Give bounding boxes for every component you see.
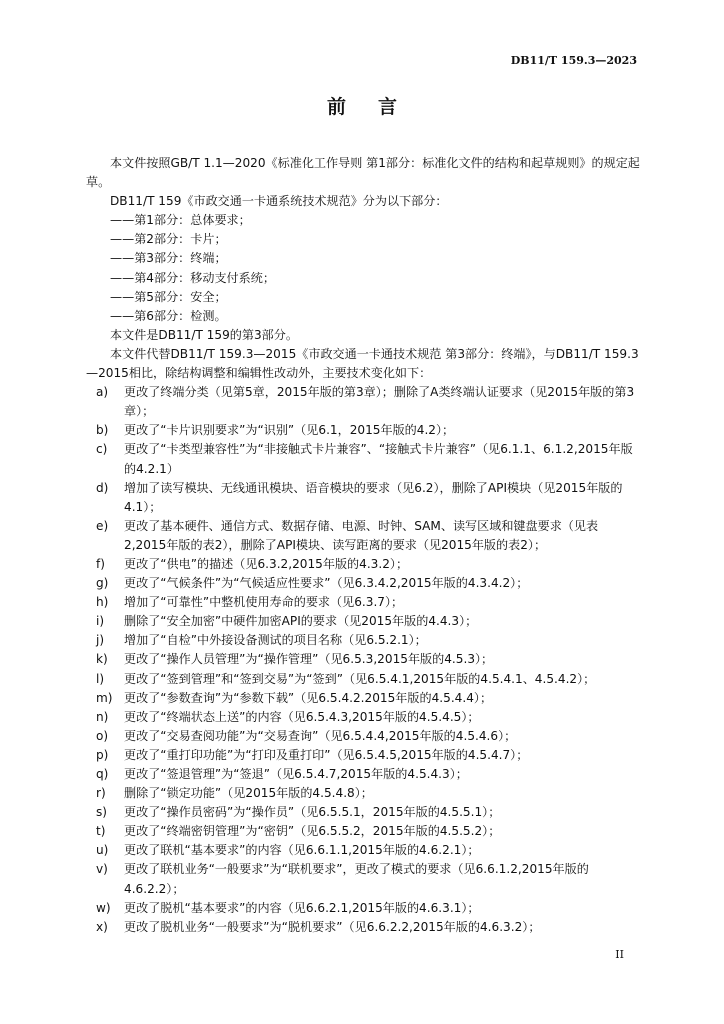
part-item: ——第5部分：安全； xyxy=(110,289,227,304)
parts-list xyxy=(86,211,640,326)
change-item xyxy=(86,899,640,918)
change-label: l) xyxy=(96,671,105,686)
change-item xyxy=(86,555,640,574)
change-item xyxy=(86,593,640,612)
change-label: q) xyxy=(96,767,109,781)
change-text: 更改了“操作人员管理”为“操作管理”（见6.5.3,2015年版的4.5.3）； xyxy=(124,652,494,667)
change-label: n) xyxy=(96,709,109,724)
change-item xyxy=(86,612,640,631)
change-label: o) xyxy=(96,728,109,743)
change-text: 更改了脱机“基本要求”的内容（见6.6.2.1,2015年版的4.6.3.1）； xyxy=(124,900,480,915)
change-label: s) xyxy=(96,805,108,820)
change-label: p) xyxy=(96,747,109,762)
change-text: 更改了“气候条件”为“气候适应性要求”（见6.3.4.2,2015年版的4.3.4.2）； xyxy=(124,576,529,591)
change-text: 更改了终端分类（见第5章，2015年版的第3章）；删除了A类终端认证要求（见2015年版的第3章）； xyxy=(124,385,635,419)
change-text: 更改了“签退管理”为“签退”（见6.5.4.7,2015年版的4.5.4.3）； xyxy=(124,767,468,781)
change-text: 更改了脱机业务“一般要求”为“脱机要求”（见6.6.2.2,2015年版的4.6.3.2）； xyxy=(124,919,541,934)
change-item xyxy=(86,631,640,650)
foreword-body xyxy=(86,154,640,937)
change-item xyxy=(86,574,640,593)
change-text: 更改了“终端密钥管理”为“密钥”（见6.5.5.2，2015年版的4.5.5.2）； xyxy=(124,824,501,839)
part-item: ——第3部分：终端； xyxy=(110,251,227,266)
part-item: ——第6部分：检测。 xyxy=(110,308,227,323)
change-item xyxy=(86,650,640,669)
change-item xyxy=(86,689,640,708)
page-number: II xyxy=(615,948,624,961)
change-item xyxy=(86,765,640,784)
change-item xyxy=(86,860,640,898)
page-title: 前言 xyxy=(326,96,429,118)
change-item xyxy=(86,479,640,517)
change-label: k) xyxy=(96,652,108,667)
change-item xyxy=(86,708,640,727)
change-label: b) xyxy=(96,423,109,438)
change-label: a) xyxy=(96,385,109,400)
replace-paragraph: 本文件代替DB11/T 159.3—2015《市政交通一卡通技术规范 第3部分：终端》，与DB11/T 159.3—2015相比，除结构调整和编辑性改动外，主要技术变化如下： xyxy=(86,346,639,381)
change-label: i) xyxy=(96,614,105,629)
change-text: 更改了“重打印功能”为“打印及重打印”（见6.5.4.5,2015年版的4.5.4.7）； xyxy=(124,747,529,762)
change-item xyxy=(86,517,640,555)
change-item xyxy=(86,822,640,841)
part-item: ——第1部分：总体要求； xyxy=(110,213,251,228)
change-label: j) xyxy=(96,633,105,648)
change-label: c) xyxy=(96,442,108,457)
change-label: r) xyxy=(96,786,106,801)
document-code: DB11/T 159.3—2023 xyxy=(510,54,637,67)
change-item xyxy=(86,670,640,689)
change-label: m) xyxy=(96,690,113,705)
changes-list xyxy=(86,383,640,937)
change-item xyxy=(86,841,640,860)
change-text: 更改了“供电”的描述（见6.3.2,2015年版的4.3.2）； xyxy=(124,556,409,571)
intro-paragraph: 本文件按照GB/T 1.1—2020《标准化工作导则 第1部分：标准化文件的结构和起草规则》的规定起草。 xyxy=(86,156,640,190)
change-item xyxy=(86,918,640,937)
change-label: h) xyxy=(96,595,109,610)
change-text: 删除了“锁定功能”（见2015年版的4.5.4.8）； xyxy=(124,786,373,801)
change-text: 更改了“终端状态上送”的内容（见6.5.4.3,2015年版的4.5.4.5）； xyxy=(124,709,480,724)
change-label: g) xyxy=(96,576,109,591)
change-text: 增加了“可靠性”中整机使用寿命的要求（见6.3.7）； xyxy=(124,595,404,610)
change-text: 更改了基本硬件、通信方式、数据存储、电源、时钟、SAM、读写区域和键盘要求（见表2,2015年版的表2），删除了API模块、读写距离的要求（见2015年版的表2）； xyxy=(124,518,599,552)
change-item xyxy=(86,803,640,822)
change-text: 更改了联机业务“一般要求”为“联机要求”，更改了模式的要求（见6.6.1.2,2015年版的4.6.2.2）； xyxy=(124,862,589,896)
change-text: 更改了“参数查询”为“参数下载”（见6.5.4.2.2015年版的4.5.4.4）； xyxy=(124,690,493,705)
change-label: e) xyxy=(96,518,109,533)
part-item: ——第4部分：移动支付系统； xyxy=(110,270,275,285)
change-label: u) xyxy=(96,843,109,858)
change-text: 更改了“卡片识别要求”为“识别”（见6.1，2015年版的4.2）； xyxy=(124,423,455,438)
change-label: w) xyxy=(96,900,111,915)
this-part-paragraph: 本文件是DB11/T 159的第3部分。 xyxy=(110,327,298,342)
change-text: 更改了“操作员密码”为“操作员”（见6.5.5.1，2015年版的4.5.5.1）； xyxy=(124,805,501,820)
change-item xyxy=(86,784,640,803)
change-label: t) xyxy=(96,824,106,839)
change-label: x) xyxy=(96,919,108,934)
change-item xyxy=(86,727,640,746)
change-text: 增加了读写模块、无线通讯模块、语音模块的要求（见6.2），删除了API模块（见2015年版的4.1）； xyxy=(124,480,623,514)
change-text: 更改了“签到管理”和“签到交易”为“签到”（见6.5.4.1,2015年版的4.5.4.1、4.5.4.2）； xyxy=(124,671,596,686)
change-item xyxy=(86,440,640,478)
change-text: 更改了“交易查阅功能”为“交易查询”（见6.5.4.4,2015年版的4.5.4.6）； xyxy=(124,728,517,743)
change-item xyxy=(86,746,640,765)
change-label: v) xyxy=(96,862,108,877)
change-item xyxy=(86,421,640,440)
change-item xyxy=(86,383,640,421)
change-text: 更改了“卡类型兼容性”为“非接触式卡片兼容”、“接触式卡片兼容”（见6.1.1、6.1.2,2015年版的4.2.1） xyxy=(124,442,633,476)
change-text: 更改了联机“基本要求”的内容（见6.6.1.1,2015年版的4.6.2.1）； xyxy=(124,843,480,858)
part-item: ——第2部分：卡片； xyxy=(110,232,227,247)
change-text: 删除了“安全加密”中硬件加密API的要求（见2015年版的4.4.3）； xyxy=(124,614,478,629)
intro-paragraph: DB11/T 159《市政交通一卡通系统技术规范》分为以下部分： xyxy=(110,194,448,209)
change-text: 增加了“自检”中外接设备测试的项目名称（见6.5.2.1）； xyxy=(124,633,427,648)
change-label: f) xyxy=(96,556,105,571)
change-label: d) xyxy=(96,480,109,495)
